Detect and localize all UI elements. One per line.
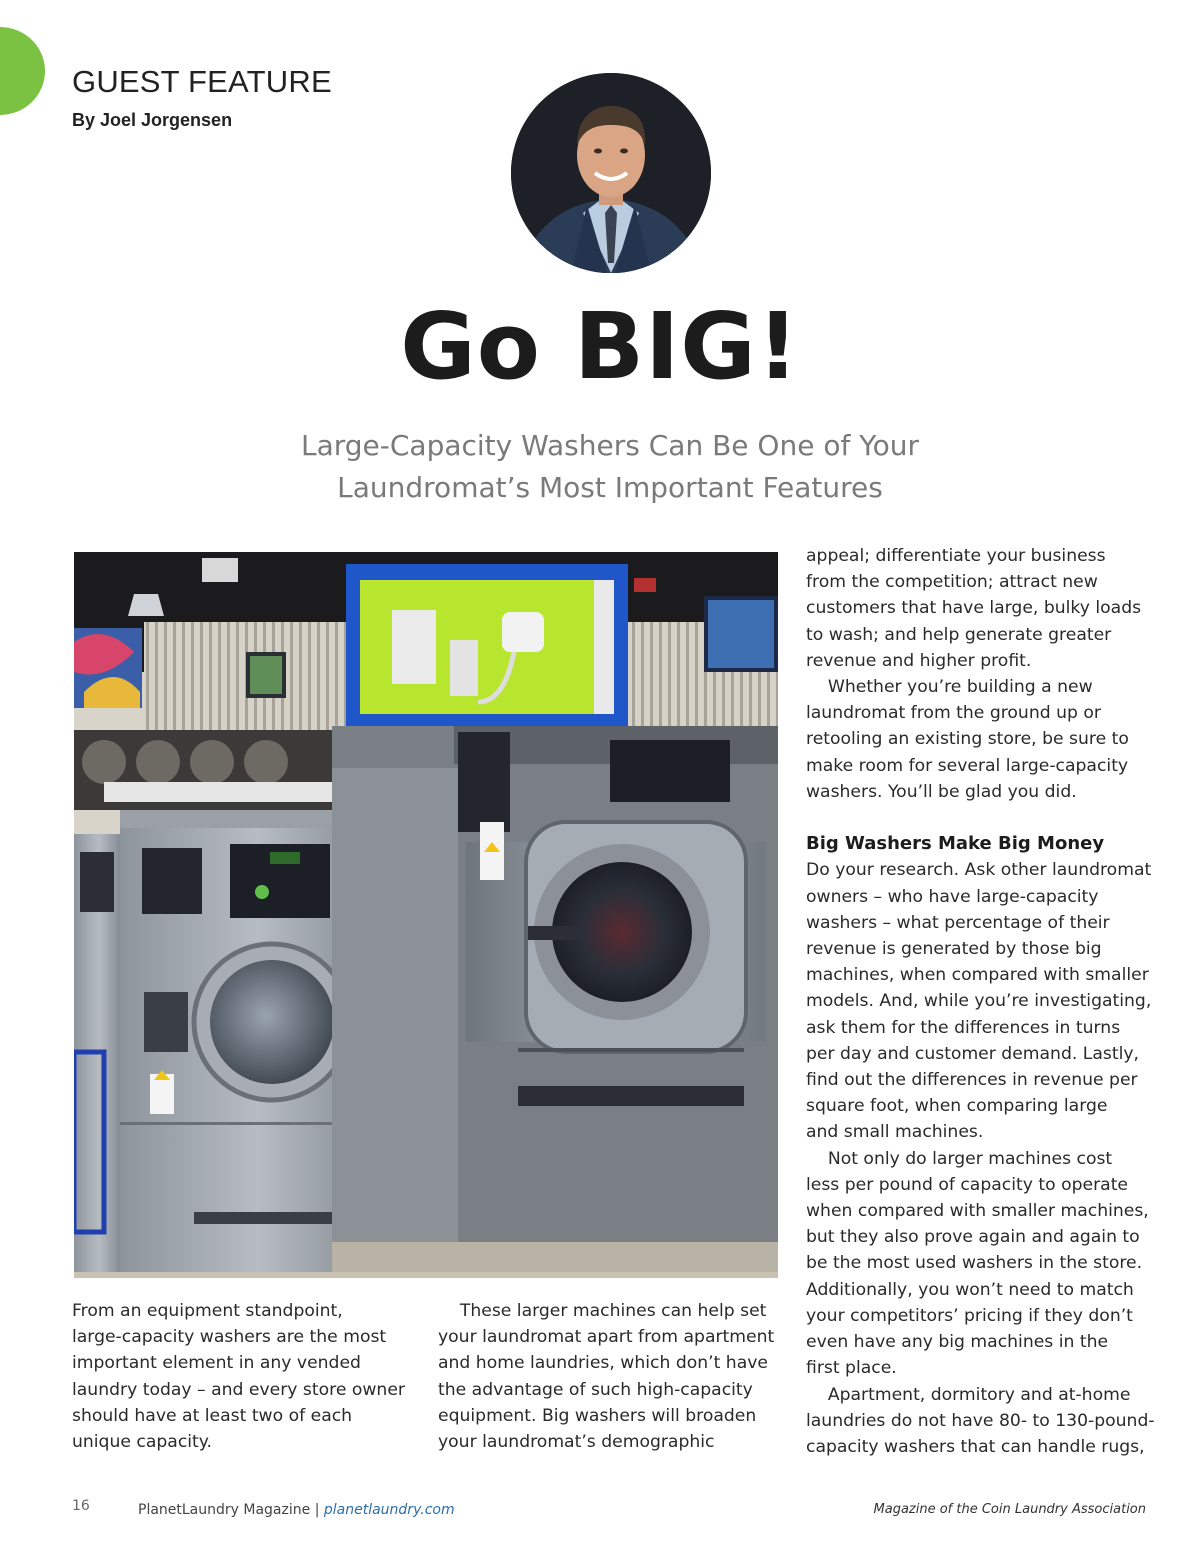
text-line: your laundromat apart from apartment	[438, 1327, 775, 1348]
text-line: equipment. Big washers will broaden	[438, 1405, 757, 1426]
text-line: From an equipment standpoint,	[72, 1301, 343, 1321]
page-number: 16	[72, 1498, 90, 1514]
text-line: washers – what percentage of their	[806, 912, 1110, 933]
author-portrait	[511, 73, 711, 273]
text-line: These larger machines can help set	[438, 1301, 767, 1321]
text-line: Whether you’re building a new	[806, 677, 1093, 698]
article-deck	[240, 425, 980, 509]
text-line: and home laundries, which don’t have	[438, 1353, 768, 1374]
text-line: important element in any vended	[72, 1353, 361, 1374]
text-line: machines, when compared with smaller	[806, 965, 1149, 986]
text-line: laundry today – and every store owner	[72, 1379, 405, 1400]
text-line: square foot, when comparing large	[806, 1096, 1108, 1117]
text-line: owners – who have large-capacity	[806, 886, 1099, 907]
footer-separator: |	[314, 1502, 320, 1518]
author-byline: By Joel Jorgensen	[72, 110, 233, 130]
body-column-3	[806, 543, 1155, 1460]
body-column-1	[72, 1298, 405, 1455]
section-subhead: Big Washers Make Big Money	[806, 833, 1105, 855]
text-line: to wash; and help generate greater	[806, 624, 1112, 645]
text-line: Do your research. Ask other laundromat	[806, 860, 1152, 881]
text-line: your competitors’ pricing if they don’t	[806, 1305, 1133, 1326]
laundromat-washers-photo	[74, 552, 778, 1278]
text-line: from the competition; attract new	[806, 572, 1098, 593]
text-line: retooling an existing store, be sure to	[806, 729, 1129, 750]
text-line: less per pound of capacity to operate	[806, 1174, 1129, 1195]
text-line: when compared with smaller machines,	[806, 1201, 1149, 1222]
text-line: Apartment, dormitory and at-home	[806, 1384, 1131, 1405]
text-line: the advantage of such high-capacity	[438, 1379, 753, 1400]
text-line: revenue and higher profit.	[806, 650, 1032, 671]
deck-line: Large-Capacity Washers Can Be One of Your	[300, 429, 920, 462]
section-kicker: GUEST FEATURE	[72, 64, 332, 99]
text-line: should have at least two of each	[72, 1405, 353, 1426]
text-line: revenue is generated by those big	[806, 939, 1102, 960]
article-title: Go BIG!	[400, 293, 800, 400]
text-line: make room for several large-capacity	[806, 755, 1129, 776]
text-line: appeal; differentiate your business	[806, 546, 1106, 566]
text-line: Additionally, you won’t need to match	[806, 1279, 1134, 1300]
text-line: even have any big machines in the	[806, 1332, 1109, 1353]
text-line: and small machines.	[806, 1122, 984, 1143]
text-line: Not only do larger machines cost	[806, 1148, 1113, 1169]
text-line: first place.	[806, 1358, 897, 1379]
text-line: laundromat from the ground up or	[806, 703, 1101, 724]
text-line: find out the differences in revenue per	[806, 1070, 1138, 1091]
footer-association: Magazine of the Coin Laundry Association	[873, 1502, 1146, 1517]
text-line: but they also prove again and again to	[806, 1227, 1140, 1248]
text-line: laundries do not have 80- to 130-pound-	[806, 1410, 1155, 1431]
footer-magazine	[138, 1502, 455, 1518]
magazine-url-link[interactable]: planetlaundry.com	[323, 1502, 455, 1518]
text-line: models. And, while you’re investigating,	[806, 991, 1152, 1012]
text-line: be the most used washers in the store.	[806, 1253, 1143, 1274]
body-column-2	[438, 1298, 774, 1455]
deck-line: Laundromat’s Most Important Features	[337, 471, 883, 504]
magazine-name: PlanetLaundry Magazine	[138, 1502, 311, 1518]
text-line: your laundromat’s demographic	[438, 1432, 715, 1453]
text-line: capacity washers that can handle rugs,	[806, 1436, 1145, 1457]
text-line: customers that have large, bulky loads	[806, 598, 1142, 619]
text-line: washers. You’ll be glad you did.	[806, 781, 1077, 802]
text-line: unique capacity.	[72, 1432, 212, 1453]
text-line: ask them for the differences in turns	[806, 1017, 1121, 1038]
text-line: per day and customer demand. Lastly,	[806, 1043, 1139, 1064]
section-accent-tab	[0, 27, 45, 115]
text-line: large-capacity washers are the most	[72, 1327, 387, 1348]
